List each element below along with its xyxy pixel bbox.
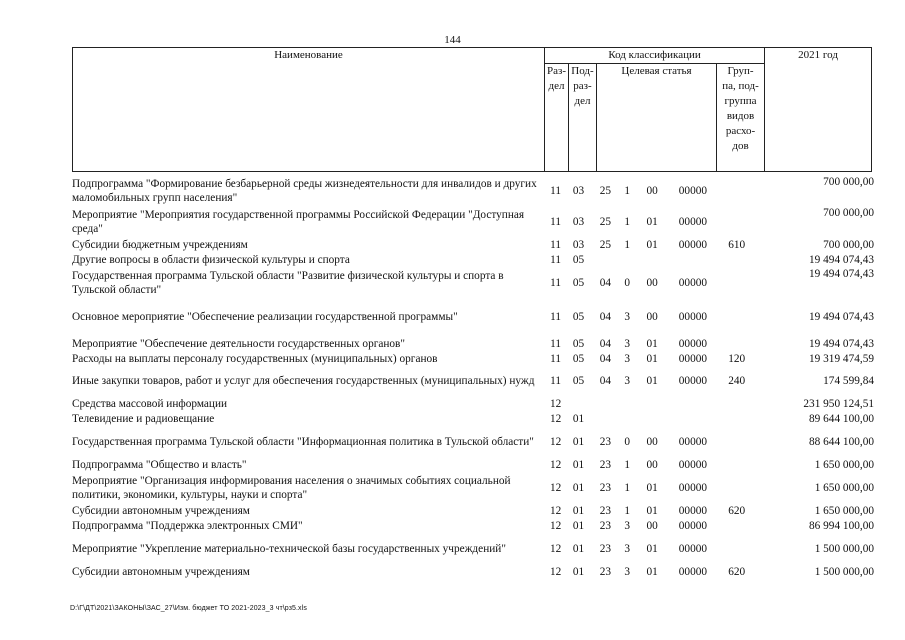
cell-podr: 03 — [572, 238, 585, 251]
cell-a: 04 — [599, 337, 611, 350]
page-number: 144 — [444, 34, 461, 46]
cell-name: Подпрограмма "Формирование безбарьерной среды жизнедеятельности для инвалидов и других маломобильных групп населения" — [72, 177, 537, 204]
cell-b: 3 — [624, 375, 631, 387]
table-row — [72, 206, 874, 237]
cell-podr: 01 — [572, 481, 585, 494]
cell-b: 3 — [624, 519, 631, 532]
cell-d: 00000 — [678, 276, 708, 289]
cell-c: 00 — [646, 311, 658, 323]
cell-c: 01 — [646, 352, 658, 365]
table-row — [72, 175, 874, 206]
header-tselevaya: Целевая статья — [597, 64, 717, 172]
cell-b: 3 — [624, 337, 631, 350]
cell-a: 25 — [599, 184, 611, 197]
cell-d: 00000 — [678, 519, 708, 532]
cell-name: Подпрограмма "Поддержка электронных СМИ" — [72, 519, 303, 532]
cell-name: Субсидии автономным учреждениям — [72, 504, 250, 517]
cell-b: 1 — [624, 458, 631, 471]
cell-podr: 01 — [572, 565, 585, 578]
cell-a: 23 — [599, 458, 611, 471]
cell-razd: 12 — [549, 542, 562, 555]
cell-name: Средства массовой информации — [72, 397, 228, 410]
cell-razd: 11 — [550, 184, 562, 197]
cell-name: Мероприятие "Обеспечение деятельности государственных органов" — [72, 337, 406, 350]
cell-b: 1 — [624, 238, 631, 251]
cell-razd: 11 — [550, 375, 562, 387]
cell-podr: 05 — [572, 337, 585, 350]
cell-c: 00 — [646, 184, 658, 197]
cell-amount: 88 644 100,00 — [809, 435, 874, 448]
cell-a: 23 — [599, 481, 611, 494]
cell-name: Другие вопросы в области физической культуры и спорта — [72, 253, 350, 266]
cell-amount: 700 000,00 — [823, 207, 874, 219]
cell-amount: 19 494 074,43 — [809, 337, 874, 350]
cell-name: Мероприятие "Мероприятия государственной программы Российской Федерации "Доступная среда" — [72, 208, 525, 235]
cell-amount: 89 644 100,00 — [809, 412, 874, 425]
cell-a: 04 — [599, 375, 611, 387]
cell-d: 00000 — [678, 481, 708, 494]
cell-podr: 05 — [572, 311, 585, 323]
cell-d: 00000 — [678, 504, 708, 517]
cell-name: Подпрограмма "Общество и власть" — [72, 458, 247, 471]
cell-name: Мероприятие "Организация информирования населения о значимых событиях социальной политики, экономики, культуры, науки и спорта" — [72, 474, 511, 501]
cell-a: 25 — [599, 238, 611, 251]
cell-amount: 19 494 074,43 — [809, 268, 874, 280]
cell-d: 00000 — [678, 565, 708, 578]
cell-b: 1 — [624, 184, 631, 197]
cell-amount: 700 000,00 — [823, 176, 874, 188]
cell-d: 00000 — [678, 215, 708, 228]
table-row — [72, 366, 874, 396]
table-row — [72, 564, 874, 579]
cell-b: 0 — [624, 435, 631, 448]
table-row — [72, 533, 874, 564]
cell-a: 04 — [599, 311, 611, 323]
table-row — [72, 252, 874, 267]
cell-a: 23 — [599, 435, 611, 448]
header-table — [72, 47, 872, 172]
cell-amount: 1 500 000,00 — [814, 542, 874, 555]
cell-grp: 120 — [728, 352, 746, 365]
cell-b: 1 — [624, 215, 631, 228]
cell-amount: 1 650 000,00 — [814, 504, 874, 517]
cell-razd: 12 — [549, 397, 562, 410]
cell-d: 00000 — [678, 311, 708, 323]
cell-c: 01 — [646, 504, 658, 517]
table-row — [72, 457, 874, 472]
table-body — [72, 175, 874, 579]
cell-amount: 19 494 074,43 — [809, 253, 874, 266]
cell-podr: 03 — [572, 215, 585, 228]
cell-razd: 12 — [549, 458, 562, 471]
cell-name: Основное мероприятие "Обеспечение реализации государственной программы" — [72, 311, 458, 323]
table-row — [72, 336, 874, 351]
cell-podr: 01 — [572, 519, 585, 532]
cell-b: 3 — [624, 542, 631, 555]
cell-a: 04 — [599, 276, 611, 289]
cell-podr: 05 — [572, 352, 585, 365]
cell-razd: 11 — [550, 352, 562, 365]
table-row — [72, 472, 874, 503]
cell-razd: 12 — [549, 565, 562, 578]
cell-name: Субсидии бюджетным учреждениям — [72, 238, 248, 251]
file-path-footer: D:\Г\ДТ\2021\ЗАКОНЫ\ЗАС_27\Изм. бюджет ТО 2021-2023_3 чт\рз5.xls — [70, 605, 307, 612]
cell-d: 00000 — [678, 352, 708, 365]
table-row — [72, 518, 874, 533]
cell-d: 00000 — [678, 435, 708, 448]
cell-name: Государственная программа Тульской области "Развитие физической культуры и спорта в Тульской области" — [72, 269, 504, 296]
cell-amount: 1 650 000,00 — [814, 458, 874, 471]
cell-razd: 12 — [549, 435, 562, 448]
cell-d: 00000 — [678, 337, 708, 350]
cell-podr: 05 — [572, 276, 585, 289]
cell-c: 01 — [646, 565, 658, 578]
cell-podr: 01 — [572, 435, 585, 448]
cell-b: 3 — [624, 565, 631, 578]
cell-podr: 03 — [572, 184, 585, 197]
cell-razd: 12 — [549, 481, 562, 494]
header-code: Код классификации — [545, 48, 765, 64]
cell-c: 00 — [646, 276, 658, 289]
cell-razd: 12 — [549, 519, 562, 532]
cell-b: 0 — [624, 276, 631, 289]
cell-a: 23 — [599, 504, 611, 517]
cell-name: Государственная программа Тульской области "Информационная политика в Тульской области" — [72, 435, 534, 448]
cell-razd: 12 — [549, 504, 562, 517]
cell-razd: 11 — [550, 337, 562, 350]
cell-grp: 610 — [728, 238, 746, 251]
cell-c: 01 — [646, 238, 658, 251]
cell-c: 00 — [646, 519, 658, 532]
table-header — [72, 47, 871, 172]
cell-amount: 231 950 124,51 — [803, 397, 874, 410]
cell-c: 01 — [646, 542, 658, 555]
cell-b: 3 — [624, 352, 631, 365]
cell-podr: 05 — [572, 253, 585, 266]
cell-a: 23 — [599, 565, 611, 578]
cell-b: 3 — [624, 311, 631, 323]
header-year: 2021 год — [765, 48, 872, 172]
cell-podr: 01 — [572, 412, 585, 425]
table-row — [72, 351, 874, 366]
cell-podr: 01 — [572, 458, 585, 471]
cell-name: Мероприятие "Укрепление материально-технической базы государственных учреждений" — [72, 542, 506, 555]
cell-name: Иные закупки товаров, работ и услуг для обеспечения государственных (муниципальных) нужд — [72, 375, 535, 387]
header-name: Наименование — [73, 48, 545, 172]
cell-name: Субсидии автономным учреждениям — [72, 565, 250, 578]
table-row — [72, 267, 874, 298]
cell-b: 1 — [624, 504, 631, 517]
table-row — [72, 298, 874, 336]
table-row — [72, 426, 874, 457]
header-razdel: Раз- дел — [545, 64, 569, 172]
cell-podr: 05 — [572, 375, 585, 387]
cell-c: 01 — [646, 375, 658, 387]
table-row — [72, 237, 874, 252]
cell-razd: 11 — [550, 276, 562, 289]
cell-c: 00 — [646, 435, 658, 448]
cell-amount: 174 599,84 — [823, 375, 874, 387]
cell-d: 00000 — [678, 458, 708, 471]
cell-d: 00000 — [678, 542, 708, 555]
table-row — [72, 396, 874, 411]
table-row — [72, 503, 874, 518]
cell-razd: 11 — [550, 253, 562, 266]
cell-grp: 240 — [728, 375, 746, 387]
cell-podr: 01 — [572, 504, 585, 517]
cell-d: 00000 — [678, 184, 708, 197]
cell-razd: 12 — [549, 412, 562, 425]
cell-amount: 86 994 100,00 — [809, 519, 874, 532]
cell-name: Телевидение и радиовещание — [72, 412, 215, 425]
cell-razd: 11 — [550, 238, 562, 251]
cell-razd: 11 — [550, 311, 562, 323]
cell-c: 01 — [646, 481, 658, 494]
header-podrazdel: Под- раз- дел — [569, 64, 597, 172]
header-gruppa: Груп- па, под- группа видов расхо- дов — [717, 64, 765, 172]
cell-a: 04 — [599, 352, 611, 365]
cell-amount: 1 650 000,00 — [814, 481, 874, 494]
table-row — [72, 411, 874, 426]
cell-b: 1 — [624, 481, 631, 494]
cell-grp: 620 — [728, 565, 746, 578]
cell-c: 00 — [646, 458, 658, 471]
cell-amount: 19 494 074,43 — [809, 311, 874, 323]
cell-a: 23 — [599, 542, 611, 555]
cell-amount: 1 500 000,00 — [814, 565, 874, 578]
cell-podr: 01 — [572, 542, 585, 555]
cell-name: Расходы на выплаты персоналу государственных (муниципальных) органов — [72, 352, 438, 365]
cell-grp: 620 — [728, 504, 746, 517]
cell-a: 25 — [599, 215, 611, 228]
cell-c: 01 — [646, 337, 658, 350]
cell-razd: 11 — [550, 215, 562, 228]
cell-a: 23 — [599, 519, 611, 532]
cell-amount: 700 000,00 — [823, 238, 874, 251]
cell-d: 00000 — [678, 375, 708, 387]
cell-c: 01 — [646, 215, 658, 228]
cell-amount: 19 319 474,59 — [809, 352, 874, 365]
cell-d: 00000 — [678, 238, 708, 251]
